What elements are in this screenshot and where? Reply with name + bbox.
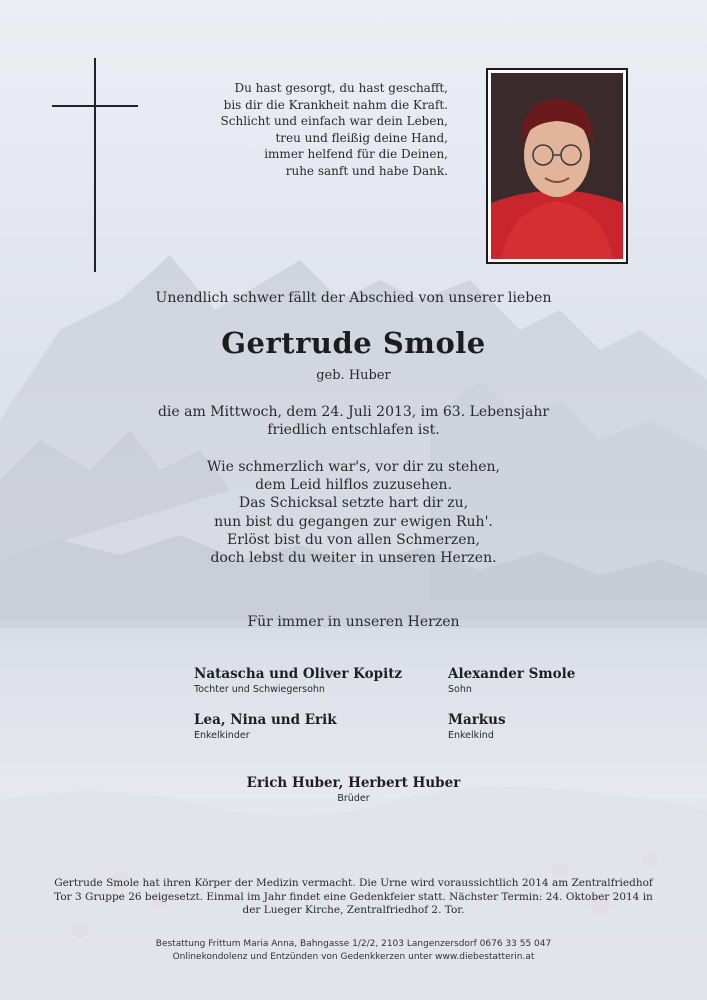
mourner-name: Alexander Smole xyxy=(448,666,576,682)
memorial-poem xyxy=(0,458,707,567)
poem-line: Wie schmerzlich war's, vor dir zu stehen, xyxy=(206,459,500,475)
undertaker-line: Bestattung Frittum Maria Anna, Bahngasse 1/2/2, 2103 Langenzersdorf 0676 33 55 047 xyxy=(155,939,552,949)
undertaker-line: Onlinekondolenz und Entzünden von Gedenkkerzen unter www.diebestatterin.at xyxy=(172,952,535,962)
poem-line: treu und fleißig deine Hand, xyxy=(275,130,448,145)
mourner-entry xyxy=(194,666,402,695)
mourner-name: Markus xyxy=(448,712,506,728)
mourner-relation: Enkelkinder xyxy=(194,730,250,741)
opening-poem xyxy=(148,80,448,179)
mourner-name: Natascha und Oliver Kopitz xyxy=(194,666,403,682)
mourner-entry xyxy=(448,666,575,695)
deceased-name: Gertrude Smole xyxy=(221,326,486,360)
cross-icon xyxy=(94,58,96,272)
death-line: die am Mittwoch, dem 24. Juli 2013, im 63. Lebensjahr xyxy=(157,404,550,420)
poem-line: dem Leid hilflos zuzusehen. xyxy=(255,477,452,494)
mourner-relation: Sohn xyxy=(448,684,472,695)
portrait-photo xyxy=(486,68,628,264)
note-line: der Lueger Kirche, Zentralfriedhof 2. Tor. xyxy=(242,904,465,916)
intro-line: Unendlich schwer fällt der Abschied von unserer lieben xyxy=(155,290,552,306)
birth-name: geb. Huber xyxy=(316,368,391,383)
note-line: Tor 3 Gruppe 26 beigesetzt. Einmal im Jahr findet eine Gedenkfeier statt. Nächster Termin: 24. Oktober 2014 in xyxy=(54,890,653,903)
poem-line: bis dir die Krankheit nahm die Kraft. xyxy=(223,97,448,112)
death-notice xyxy=(0,403,707,439)
note-line: Gertrude Smole hat ihren Körper der Medizin vermacht. Die Urne wird voraussichtlich 2014 am Zentralfriedhof xyxy=(54,877,653,889)
mourner-entry xyxy=(194,712,337,741)
poem-line: Erlöst bist du von allen Schmerzen, xyxy=(227,531,480,548)
mourner-name: Erich Huber, Herbert Huber xyxy=(246,775,461,791)
poem-line: nun bist du gegangen zur ewigen Ruh'. xyxy=(214,513,493,530)
mourner-relation: Brüder xyxy=(337,793,370,804)
poem-line: immer helfend für die Deinen, xyxy=(264,147,448,161)
cross-icon-bar xyxy=(52,105,138,107)
forever-line: Für immer in unseren Herzen xyxy=(247,614,460,630)
portrait-image xyxy=(491,73,623,259)
mourner-relation: Enkelkind xyxy=(448,730,494,741)
poem-line: Schlicht und einfach war dein Leben, xyxy=(220,114,448,128)
mourner-relation: Tochter und Schwiegersohn xyxy=(194,684,325,695)
poem-line: Das Schicksal setzte hart dir zu, xyxy=(238,495,469,512)
burial-note xyxy=(0,877,707,918)
mourner-entry xyxy=(448,712,506,741)
undertaker-info xyxy=(0,938,707,964)
mourner-entry xyxy=(0,775,707,804)
death-line: friedlich entschlafen ist. xyxy=(267,422,440,438)
poem-line: doch lebst du weiter in unseren Herzen. xyxy=(210,550,497,567)
poem-line: ruhe sanft und habe Dank. xyxy=(285,163,448,178)
mourner-name: Lea, Nina und Erik xyxy=(194,712,337,728)
poem-line: Du hast gesorgt, du hast geschafft, xyxy=(234,81,448,95)
